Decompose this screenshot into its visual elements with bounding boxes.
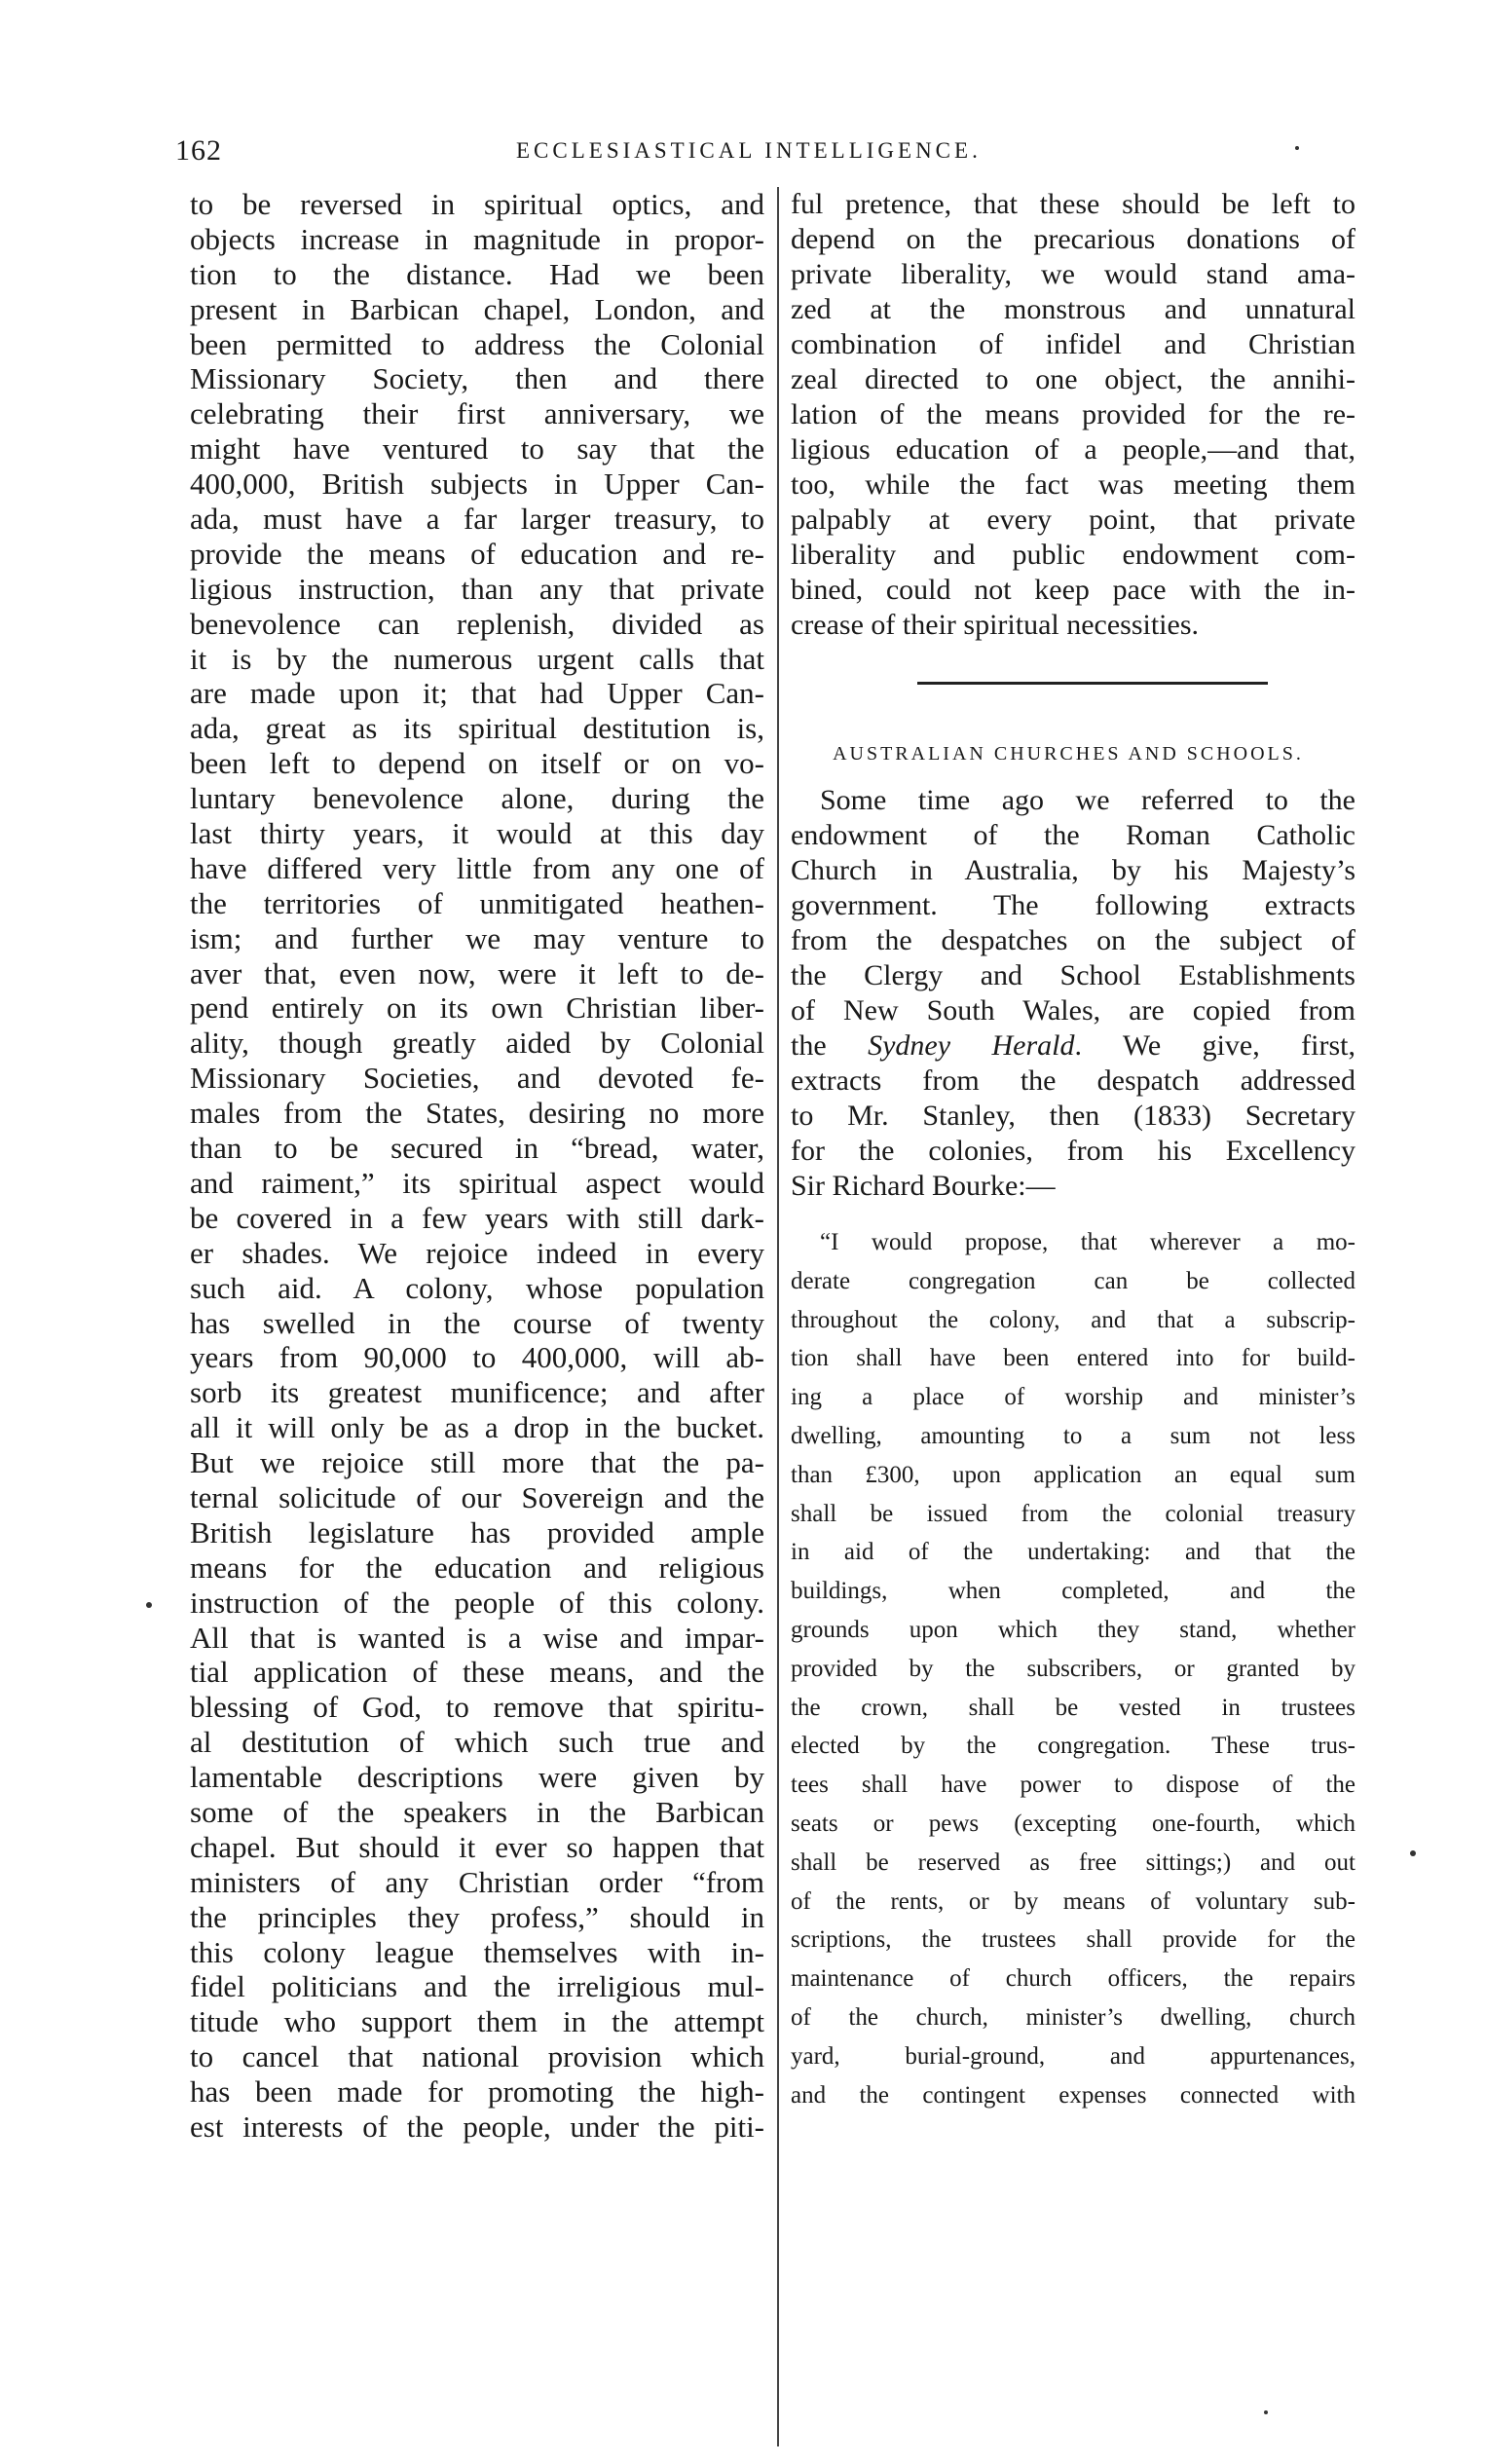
text-line: are made upon it; that had Upper Can- xyxy=(190,676,764,711)
text-line: private liberality, we would stand ama- xyxy=(791,258,1355,290)
text-line: years from 90,000 to 400,000, will ab- xyxy=(190,1340,764,1375)
text-line: ada, must have a far larger treasury, to xyxy=(190,502,764,537)
text-line: Sir Richard Bourke:— xyxy=(791,1170,1056,1202)
text-line: seats or pews (excepting one-fourth, which xyxy=(791,1810,1355,1837)
text-line: lation of the means provided for the re- xyxy=(791,398,1355,430)
text-line: be covered in a few years with still dark- xyxy=(190,1200,764,1235)
margin-dot xyxy=(1264,2410,1268,2414)
text-line: est interests of the people, under the piti- xyxy=(190,2109,764,2144)
running-head: ECCLESIASTICAL INTELLIGENCE. xyxy=(516,138,982,163)
text-line: ligious education of a people,—and that, xyxy=(791,433,1355,466)
text-line: extracts from the despatch addressed xyxy=(791,1064,1355,1097)
text-line: means for the education and religious xyxy=(190,1549,764,1585)
text-line: males from the States, desiring no more xyxy=(190,1096,764,1131)
text-line: celebrating their first anniversary, we xyxy=(190,396,764,431)
text-line: of New South Wales, are copied from xyxy=(791,994,1355,1027)
text-line: titude who support them in the attempt xyxy=(190,2004,764,2039)
text-line: Church in Australia, by his Majesty’s xyxy=(791,854,1355,886)
text-line: liberality and public endowment com- xyxy=(791,539,1355,571)
text-line: have differed very little from any one of xyxy=(190,850,764,885)
margin-dot xyxy=(1295,146,1299,150)
text-line: to Mr. Stanley, then (1833) Secretary xyxy=(791,1100,1355,1132)
text-line: tion shall have been entered into for build- xyxy=(791,1345,1355,1372)
text-line: Some time ago we referred to the xyxy=(820,784,1355,816)
text-line: shall be reserved as free sittings;) and out xyxy=(791,1848,1355,1876)
text-line: and raiment,” its spiritual aspect would xyxy=(190,1165,764,1200)
text-line: “I would propose, that wherever a mo- xyxy=(820,1229,1355,1255)
text-line: ality, though greatly aided by Colonial xyxy=(190,1026,764,1061)
text-line: might have ventured to say that the xyxy=(190,431,764,467)
section-divider xyxy=(917,682,1268,685)
text-line: been permitted to address the Colonial xyxy=(190,326,764,361)
text-line: the principles they profess,” should in xyxy=(190,1899,764,1934)
text-line: aver that, even now, were it left to de- xyxy=(190,955,764,990)
text-line: the crown, shall be vested in trustees xyxy=(791,1694,1355,1721)
text-line: shall be issued from the colonial treasury xyxy=(791,1500,1355,1527)
text-line: has swelled in the course of twenty xyxy=(190,1305,764,1340)
text-line: But we rejoice still more that the pa- xyxy=(190,1445,764,1480)
text-line: it is by the numerous urgent calls that xyxy=(190,641,764,676)
text-line: ing a place of worship and minister’s xyxy=(791,1384,1355,1411)
text-line: er shades. We rejoice indeed in every xyxy=(190,1235,764,1270)
text-line: tees shall have power to dispose of the xyxy=(791,1772,1355,1799)
text-line: objects increase in magnitude in propor- xyxy=(190,221,764,256)
text-line: scriptions, the trustees shall provide for the xyxy=(791,1926,1355,1954)
text-line: provide the means of education and re- xyxy=(190,536,764,571)
text-line: such aid. A colony, whose population xyxy=(190,1270,764,1305)
text-line: been left to depend on itself or on vo- xyxy=(190,746,764,781)
text-line: British legislature has provided ample xyxy=(190,1514,764,1549)
text-line: has been made for promoting the high- xyxy=(190,2074,764,2109)
text-line: and the contingent expenses connected with xyxy=(791,2081,1355,2109)
text-line: blessing of God, to remove that spiritu- xyxy=(190,1690,764,1725)
text-line: instruction of the people of this colony. xyxy=(190,1585,764,1620)
text-line: grounds upon which they stand, whether xyxy=(791,1616,1355,1643)
text-line: last thirty years, it would at this day xyxy=(190,816,764,851)
text-line: crease of their spiritual necessities. xyxy=(791,609,1200,641)
text-line: fidel politicians and the irreligious mul- xyxy=(190,1969,764,2004)
text-line: lamentable descriptions were given by xyxy=(190,1760,764,1795)
text-line: in aid of the undertaking: and that the xyxy=(791,1539,1355,1566)
text-line: than to be secured in “bread, water, xyxy=(190,1131,764,1166)
margin-dot xyxy=(1410,1850,1416,1856)
newspaper-title: Sydney Herald xyxy=(868,1029,1075,1062)
text-line: zeal directed to one object, the annihi- xyxy=(791,363,1355,395)
text-line: provided by the subscribers, or granted by xyxy=(791,1655,1355,1682)
column-divider xyxy=(777,187,779,2446)
text-line: for the colonies, from his Excellency xyxy=(791,1135,1355,1167)
text-line: tial application of these means, and the xyxy=(190,1655,764,1690)
text-line: of the rents, or by means of voluntary sub- xyxy=(791,1887,1355,1915)
text-line: al destitution of which such true and xyxy=(190,1725,764,1760)
continuation-paragraph xyxy=(791,187,1355,643)
text-line: depend on the precarious donations of xyxy=(791,223,1355,255)
text-line: throughout the colony, and that a subscrip- xyxy=(791,1306,1355,1333)
text-line: some of the speakers in the Barbican xyxy=(190,1794,764,1829)
text-line: the territories of unmitigated heathen- xyxy=(190,885,764,920)
text-line: tion to the distance. Had we been xyxy=(190,256,764,291)
text-line: all it will only be as a drop in the bucket. xyxy=(190,1410,764,1445)
text-line: zed at the monstrous and unnatural xyxy=(791,293,1355,325)
text-line: to be reversed in spiritual optics, and xyxy=(190,187,764,221)
text-line: bined, could not keep pace with the in- xyxy=(791,574,1355,606)
text-line: Missionary Societies, and devoted fe- xyxy=(190,1061,764,1096)
text-line: derate congregation can be collected xyxy=(791,1267,1355,1294)
text-line: from the despatches on the subject of xyxy=(791,924,1355,956)
text-line: ligious instruction, than any that private xyxy=(190,571,764,606)
text-line: too, while the fact was meeting them xyxy=(791,468,1355,501)
text-line: elected by the congregation. These trus- xyxy=(791,1733,1355,1760)
text-line: palpably at every point, that private xyxy=(791,504,1355,536)
text-line: maintenance of church officers, the repairs xyxy=(791,1965,1355,1993)
text-line: benevolence can replenish, divided as xyxy=(190,606,764,641)
intro-paragraph xyxy=(791,783,1355,1204)
text-line: yard, burial-ground, and appurtenances, xyxy=(791,2042,1355,2070)
text-line: chapel. But should it ever so happen that xyxy=(190,1829,764,1864)
text-line: ful pretence, that these should be left to xyxy=(791,188,1355,220)
text-line: All that is wanted is a wise and impar- xyxy=(190,1620,764,1655)
despatch-quote xyxy=(791,1223,1355,2114)
section-title: AUSTRALIAN CHURCHES AND SCHOOLS. xyxy=(833,743,1304,765)
text-line: combination of infidel and Christian xyxy=(791,328,1355,360)
text-line: of the church, minister’s dwelling, church xyxy=(791,2003,1355,2031)
text-line: dwelling, amounting to a sum not less xyxy=(791,1422,1355,1449)
text-line: the Clergy and School Establishments xyxy=(791,959,1355,991)
page-number: 162 xyxy=(175,134,222,167)
left-column xyxy=(190,187,764,2145)
text-line: government. The following extracts xyxy=(791,889,1355,921)
text-line: ada, great as its spiritual destitution is, xyxy=(190,711,764,746)
text-line: luntary benevolence alone, during the xyxy=(190,781,764,816)
text-line: ternal solicitude of our Sovereign and the xyxy=(190,1479,764,1514)
text-line: present in Barbican chapel, London, and xyxy=(190,291,764,326)
text-line: to cancel that national provision which xyxy=(190,2039,764,2074)
right-column xyxy=(791,187,1355,2114)
text-line: this colony league themselves with in- xyxy=(190,1934,764,1969)
text-line: buildings, when completed, and the xyxy=(791,1578,1355,1605)
text-line: 400,000, British subjects in Upper Can- xyxy=(190,467,764,502)
page-header xyxy=(175,134,1363,173)
margin-dot xyxy=(146,1602,152,1608)
text-line: the Sydney Herald. We give, first, xyxy=(791,1029,1355,1062)
text-line: ism; and further we may venture to xyxy=(190,920,764,955)
text-line: sorb its greatest munificence; and after xyxy=(190,1375,764,1410)
text-line: than £300, upon application an equal sum xyxy=(791,1461,1355,1488)
text-line: pend entirely on its own Christian liber- xyxy=(190,990,764,1026)
text-line: endowment of the Roman Catholic xyxy=(791,819,1355,851)
text-line: ministers of any Christian order “from xyxy=(190,1864,764,1899)
text-line: Missionary Society, then and there xyxy=(190,361,764,396)
